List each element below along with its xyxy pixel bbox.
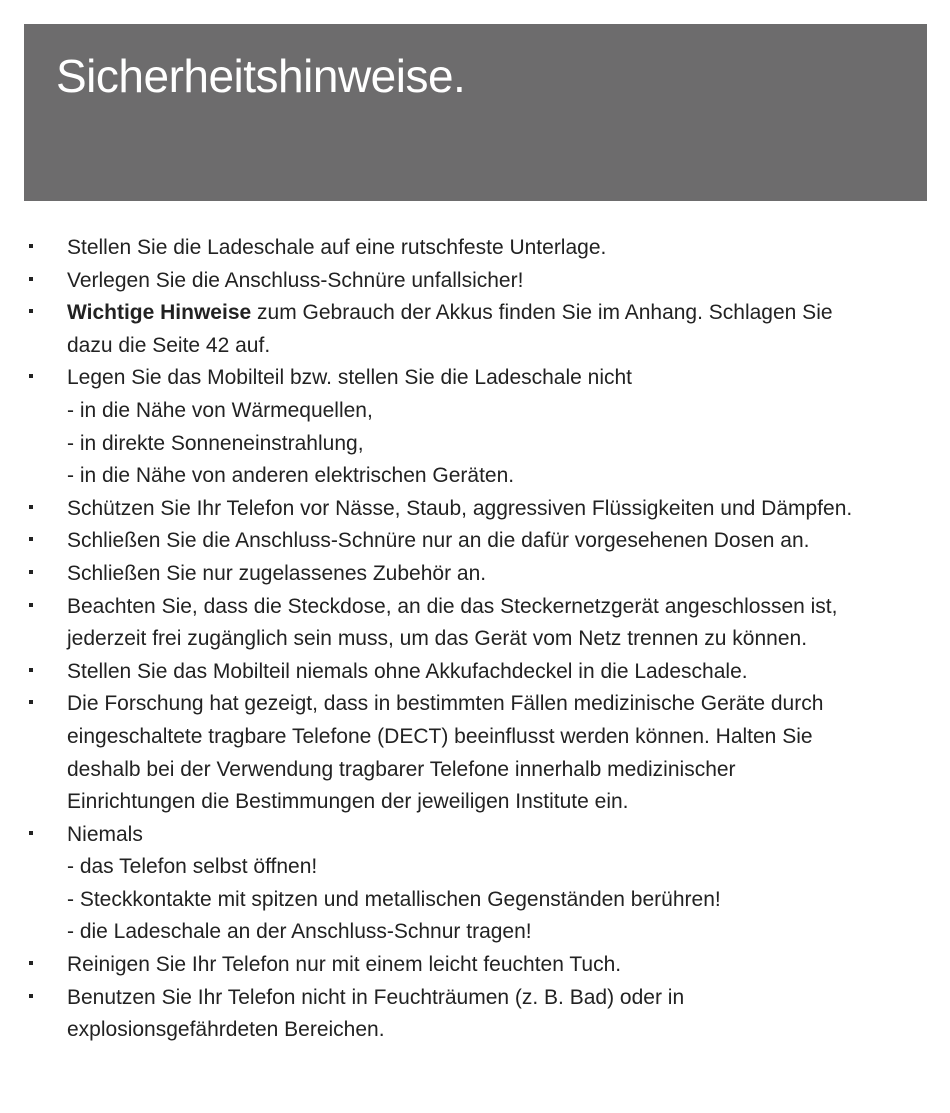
list-item-line: Stellen Sie die Ladeschale auf eine rutschfeste Unterlage. xyxy=(67,236,607,259)
bullet-icon xyxy=(29,277,33,281)
list-item-line: Schützen Sie Ihr Telefon vor Nässe, Staub, aggressiven Flüssigkeiten und Dämpfen. xyxy=(67,496,853,520)
list-item xyxy=(24,688,929,818)
list-item-subline: - in direkte Sonneneinstrahlung, xyxy=(67,431,364,455)
list-item-line xyxy=(67,297,929,330)
bullet-icon xyxy=(29,994,33,998)
list-item-line: Stellen Sie das Mobilteil niemals ohne Akkufachdeckel in die Ladeschale. xyxy=(67,659,748,683)
list-item xyxy=(24,949,929,982)
list-item xyxy=(24,493,929,526)
bullet-icon xyxy=(29,668,33,672)
list-item-line: Schließen Sie die Anschluss-Schnüre nur an die dafür vorgesehenen Dosen an. xyxy=(67,529,810,553)
list-item xyxy=(24,819,929,949)
list-item-line: Legen Sie das Mobilteil bzw. stellen Sie die Ladeschale nicht xyxy=(67,366,633,390)
list-item xyxy=(24,591,929,656)
list-item-line: explosionsgefährdeten Bereichen. xyxy=(67,1018,385,1042)
bullet-icon xyxy=(29,570,33,574)
bullet-icon xyxy=(29,603,33,607)
list-item-subline: - in die Nähe von anderen elektrischen Geräten. xyxy=(67,464,515,488)
bullet-icon xyxy=(29,505,33,509)
list-item-line: eingeschaltete tragbare Telefone (DECT) beeinflusst werden können. Halten Sie xyxy=(67,724,813,748)
list-item xyxy=(24,232,929,265)
safety-notes-list xyxy=(24,232,929,1047)
list-item xyxy=(24,362,929,492)
bullet-icon xyxy=(29,244,33,248)
list-item-line: Die Forschung hat gezeigt, dass in bestimmten Fällen medizinische Geräte durch xyxy=(67,692,824,716)
list-item-line: Niemals xyxy=(67,822,143,846)
list-item-subline: - die Ladeschale an der Anschluss-Schnur tragen! xyxy=(67,920,532,944)
list-item xyxy=(24,265,929,298)
bullet-icon xyxy=(29,700,33,704)
list-item-line: dazu die Seite 42 auf. xyxy=(67,333,271,357)
bullet-icon xyxy=(29,961,33,965)
list-item xyxy=(24,297,929,362)
list-item-subline: - das Telefon selbst öffnen! xyxy=(67,855,318,879)
list-item xyxy=(24,656,929,689)
list-item-line: Benutzen Sie Ihr Telefon nicht in Feuchträumen (z. B. Bad) oder in xyxy=(67,985,685,1009)
list-item-subline: - Steckkontakte mit spitzen und metallischen Gegenständen berühren! xyxy=(67,887,721,911)
list-item xyxy=(24,982,929,1047)
list-item xyxy=(24,525,929,558)
list-item-line: jederzeit frei zugänglich sein muss, um das Gerät vom Netz trennen zu können. xyxy=(67,627,808,651)
page-title: Sicherheitshinweise. xyxy=(56,50,466,102)
list-item-line: deshalb bei der Verwendung tragbarer Telefone innerhalb medizinischer xyxy=(67,757,736,781)
bullet-icon xyxy=(29,831,33,835)
bullet-icon xyxy=(29,374,33,378)
list-item-line: Beachten Sie, dass die Steckdose, an die das Steckernetzgerät angeschlossen ist, xyxy=(67,594,838,618)
list-item-line: Reinigen Sie Ihr Telefon nur mit einem leicht feuchten Tuch. xyxy=(67,953,622,977)
header-bar xyxy=(24,24,927,201)
list-item-text: zum Gebrauch der Akkus finden Sie im Anhang. Schlagen Sie xyxy=(251,301,833,325)
bullet-icon xyxy=(29,537,33,541)
list-item-line: Verlegen Sie die Anschluss-Schnüre unfallsicher! xyxy=(67,268,524,292)
bullet-icon xyxy=(29,309,33,313)
list-item-line: Schließen Sie nur zugelassenes Zubehör an. xyxy=(67,561,487,585)
list-item xyxy=(24,558,929,591)
list-item-subline: - in die Nähe von Wärmequellen, xyxy=(67,398,373,422)
list-item-line: Einrichtungen die Bestimmungen der jeweiligen Institute ein. xyxy=(67,790,629,814)
emphasis-text: Wichtige Hinweise xyxy=(67,301,252,325)
